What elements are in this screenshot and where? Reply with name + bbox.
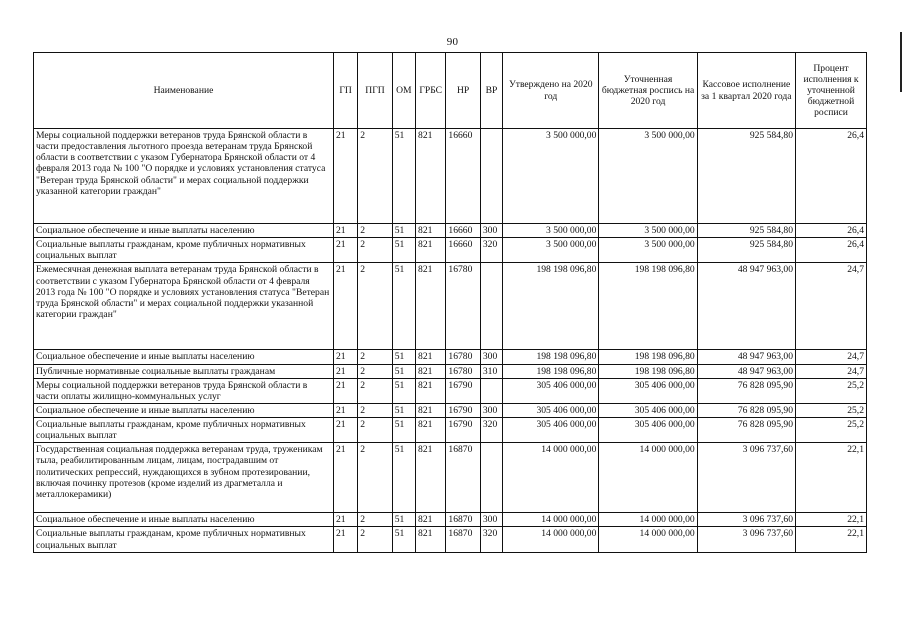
header-cash: Кассовое исполнение за 1 квартал 2020 года [697, 53, 795, 129]
cell-nr: 16660 [446, 129, 480, 224]
cell-vr [480, 378, 502, 403]
cell-grbs: 821 [416, 513, 446, 527]
page-edge-mark [900, 32, 902, 92]
header-percent: Процент исполнения к уточненной бюджетной росписи [796, 53, 867, 129]
cell-nr: 16780 [446, 350, 480, 364]
cell-name: Социальные выплаты гражданам, кроме публичных нормативных социальных выплат [34, 527, 334, 552]
table-header-row [34, 53, 867, 129]
cell-cash: 76 828 095,90 [697, 418, 795, 443]
table-row [34, 224, 867, 238]
table-row [34, 513, 867, 527]
cell-vr: 320 [480, 238, 502, 263]
cell-cash: 3 096 737,60 [697, 443, 795, 513]
cell-percent: 26,4 [796, 238, 867, 263]
cell-percent: 26,4 [796, 224, 867, 238]
table-row [34, 527, 867, 552]
table-row [34, 129, 867, 224]
header-name: Наименование [34, 53, 334, 129]
cell-ppgp: 2 [358, 238, 392, 263]
cell-cash: 48 947 963,00 [697, 350, 795, 364]
cell-nr: 16870 [446, 443, 480, 513]
cell-ppgp: 2 [358, 513, 392, 527]
cell-name: Социальное обеспечение и иные выплаты населению [34, 224, 334, 238]
cell-ppgp: 2 [358, 350, 392, 364]
cell-cash: 76 828 095,90 [697, 378, 795, 403]
cell-nr: 16790 [446, 418, 480, 443]
cell-grbs: 821 [416, 224, 446, 238]
cell-cash: 3 096 737,60 [697, 527, 795, 552]
cell-refined: 14 000 000,00 [599, 513, 697, 527]
cell-vr [480, 129, 502, 224]
cell-percent: 22,1 [796, 513, 867, 527]
cell-refined: 3 500 000,00 [599, 224, 697, 238]
cell-percent: 25,2 [796, 378, 867, 403]
cell-cash: 925 584,80 [697, 129, 795, 224]
cell-approved: 305 406 000,00 [503, 418, 599, 443]
cell-grbs: 821 [416, 263, 446, 350]
cell-refined: 14 000 000,00 [599, 443, 697, 513]
cell-vr [480, 263, 502, 350]
cell-nr: 16780 [446, 364, 480, 378]
cell-refined: 305 406 000,00 [599, 418, 697, 443]
cell-refined: 3 500 000,00 [599, 238, 697, 263]
cell-refined: 305 406 000,00 [599, 403, 697, 417]
cell-nr: 16870 [446, 527, 480, 552]
cell-om: 51 [392, 378, 415, 403]
cell-om: 51 [392, 129, 415, 224]
cell-approved: 14 000 000,00 [503, 527, 599, 552]
cell-percent: 24,7 [796, 350, 867, 364]
cell-percent: 25,2 [796, 418, 867, 443]
cell-om: 51 [392, 350, 415, 364]
cell-nr: 16870 [446, 513, 480, 527]
cell-grbs: 821 [416, 403, 446, 417]
cell-grbs: 821 [416, 129, 446, 224]
budget-table [33, 52, 867, 553]
page-number: 90 [446, 36, 459, 48]
cell-approved: 3 500 000,00 [503, 238, 599, 263]
cell-grbs: 821 [416, 238, 446, 263]
cell-nr: 16660 [446, 224, 480, 238]
header-refined: Уточненная бюджетная роспись на 2020 год [599, 53, 697, 129]
cell-refined: 198 198 096,80 [599, 263, 697, 350]
cell-vr: 300 [480, 350, 502, 364]
cell-gp: 21 [333, 263, 357, 350]
cell-name: Социальные выплаты гражданам, кроме публичных нормативных социальных выплат [34, 238, 334, 263]
cell-om: 51 [392, 418, 415, 443]
cell-om: 51 [392, 263, 415, 350]
cell-gp: 21 [333, 364, 357, 378]
table-row [34, 403, 867, 417]
cell-approved: 198 198 096,80 [503, 364, 599, 378]
cell-cash: 925 584,80 [697, 238, 795, 263]
cell-name: Государственная социальная поддержка ветеранам труда, труженикам тыла, реабилитированным лицам, лицам, пострадавшим от политических репрессий, нуждающихся в зубном протезировании, включая починку протезов (кроме изделий из драгметалла и металлокерамики) [34, 443, 334, 513]
cell-refined: 14 000 000,00 [599, 527, 697, 552]
cell-name: Меры социальной поддержки ветеранов труда Брянской области в части предоставления льготного проезда ветеранам труда Брянской области в соответствии с указом Губернатора Брянской области от 4 февраля 2013 года № 100 "О порядке и условиях установления статуса "Ветеран труда Брянской области" и мерах социальной поддержки указанной категории граждан" [34, 129, 334, 224]
cell-om: 51 [392, 224, 415, 238]
cell-percent: 25,2 [796, 403, 867, 417]
cell-om: 51 [392, 513, 415, 527]
cell-om: 51 [392, 238, 415, 263]
cell-gp: 21 [333, 129, 357, 224]
cell-approved: 14 000 000,00 [503, 443, 599, 513]
cell-percent: 24,7 [796, 263, 867, 350]
cell-vr: 300 [480, 513, 502, 527]
table-row [34, 378, 867, 403]
cell-approved: 198 198 096,80 [503, 350, 599, 364]
table-row [34, 418, 867, 443]
header-approved: Утверждено на 2020 год [503, 53, 599, 129]
cell-cash: 48 947 963,00 [697, 263, 795, 350]
table-row [34, 238, 867, 263]
cell-gp: 21 [333, 224, 357, 238]
cell-grbs: 821 [416, 350, 446, 364]
cell-approved: 3 500 000,00 [503, 129, 599, 224]
cell-name: Ежемесячная денежная выплата ветеранам труда Брянской области в соответствии с указом Губернатора Брянской области от 4 февраля 2013 года № 100 "О порядке и условиях установления статуса "Ветеран труда Брянской области" и мерах социальной поддержки указанной категории граждан" [34, 263, 334, 350]
cell-percent: 22,1 [796, 527, 867, 552]
cell-refined: 198 198 096,80 [599, 350, 697, 364]
header-om: ОМ [392, 53, 415, 129]
cell-nr: 16780 [446, 263, 480, 350]
cell-vr: 300 [480, 224, 502, 238]
header-ppgp: ПГП [358, 53, 392, 129]
cell-name: Социальное обеспечение и иные выплаты населению [34, 513, 334, 527]
cell-grbs: 821 [416, 364, 446, 378]
cell-ppgp: 2 [358, 263, 392, 350]
table-row [34, 350, 867, 364]
cell-gp: 21 [333, 443, 357, 513]
cell-grbs: 821 [416, 527, 446, 552]
cell-approved: 3 500 000,00 [503, 224, 599, 238]
table-row [34, 443, 867, 513]
cell-refined: 305 406 000,00 [599, 378, 697, 403]
cell-gp: 21 [333, 403, 357, 417]
cell-nr: 16790 [446, 378, 480, 403]
cell-cash: 48 947 963,00 [697, 364, 795, 378]
cell-percent: 24,7 [796, 364, 867, 378]
header-vr: ВР [480, 53, 502, 129]
cell-nr: 16790 [446, 403, 480, 417]
cell-ppgp: 2 [358, 364, 392, 378]
cell-vr: 300 [480, 403, 502, 417]
cell-grbs: 821 [416, 443, 446, 513]
cell-approved: 14 000 000,00 [503, 513, 599, 527]
cell-ppgp: 2 [358, 527, 392, 552]
cell-name: Социальные выплаты гражданам, кроме публичных нормативных социальных выплат [34, 418, 334, 443]
cell-cash: 925 584,80 [697, 224, 795, 238]
cell-ppgp: 2 [358, 224, 392, 238]
cell-ppgp: 2 [358, 403, 392, 417]
header-grbs: ГРБС [416, 53, 446, 129]
cell-vr: 310 [480, 364, 502, 378]
cell-percent: 22,1 [796, 443, 867, 513]
cell-vr: 320 [480, 527, 502, 552]
cell-ppgp: 2 [358, 129, 392, 224]
header-gp: ГП [333, 53, 357, 129]
cell-name: Публичные нормативные социальные выплаты гражданам [34, 364, 334, 378]
cell-gp: 21 [333, 527, 357, 552]
cell-ppgp: 2 [358, 378, 392, 403]
cell-vr [480, 443, 502, 513]
cell-gp: 21 [333, 238, 357, 263]
header-nr: НР [446, 53, 480, 129]
cell-grbs: 821 [416, 378, 446, 403]
cell-gp: 21 [333, 513, 357, 527]
cell-approved: 305 406 000,00 [503, 378, 599, 403]
cell-name: Социальное обеспечение и иные выплаты населению [34, 350, 334, 364]
cell-gp: 21 [333, 350, 357, 364]
cell-refined: 3 500 000,00 [599, 129, 697, 224]
cell-nr: 16660 [446, 238, 480, 263]
cell-om: 51 [392, 364, 415, 378]
cell-om: 51 [392, 443, 415, 513]
table-row [34, 364, 867, 378]
cell-vr: 320 [480, 418, 502, 443]
cell-percent: 26,4 [796, 129, 867, 224]
cell-name: Меры социальной поддержки ветеранов труда Брянской области в части оплаты жилищно-коммунальных услуг [34, 378, 334, 403]
cell-approved: 305 406 000,00 [503, 403, 599, 417]
cell-grbs: 821 [416, 418, 446, 443]
cell-gp: 21 [333, 378, 357, 403]
cell-approved: 198 198 096,80 [503, 263, 599, 350]
cell-refined: 198 198 096,80 [599, 364, 697, 378]
cell-ppgp: 2 [358, 443, 392, 513]
cell-om: 51 [392, 527, 415, 552]
cell-om: 51 [392, 403, 415, 417]
cell-name: Социальное обеспечение и иные выплаты населению [34, 403, 334, 417]
table-row [34, 263, 867, 350]
cell-cash: 3 096 737,60 [697, 513, 795, 527]
cell-ppgp: 2 [358, 418, 392, 443]
cell-gp: 21 [333, 418, 357, 443]
cell-cash: 76 828 095,90 [697, 403, 795, 417]
